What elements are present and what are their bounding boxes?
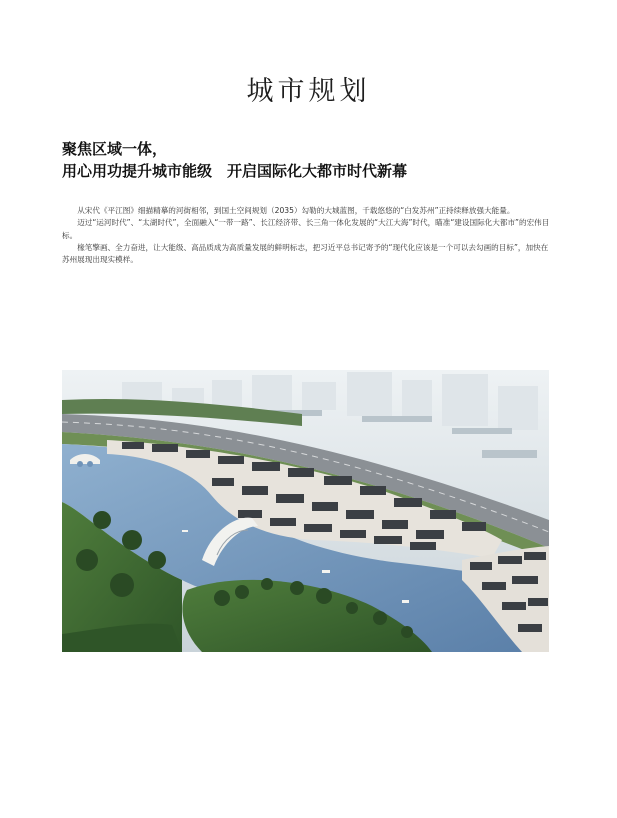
headline-line-1: 聚焦区域一体， <box>62 140 168 158</box>
headline <box>62 138 582 182</box>
headline-line-2: 用心用功提升城市能级 开启国际化大都市时代新幕 <box>62 162 408 180</box>
paragraph-2: 迈过“运河时代”、“太湖时代”，全面融入“一带一路”、长江经济带、长三角一体化发展的“大江大海”时代，瞄准“建设国际化大都市”的宏伟目标。 <box>62 218 550 240</box>
paragraph-1: 从宋代《平江图》细描精摹的河街相邻，到国土空间规划（2035）勾勒的大城蓝图，千载悠悠的“白发苏州”正持续释放强大能量。 <box>77 206 515 215</box>
aerial-town-photo <box>62 370 549 652</box>
aerial-town-illustration <box>62 370 549 652</box>
paragraph-3: 椽笔擎画、全力奋进，让大能级、高品质成为高质量发展的鲜明标志，把习近平总书记寄予的“现代化应该是一个可以去勾画的目标”，加快在苏州展现出现实模样。 <box>62 242 549 265</box>
body-text <box>62 205 550 266</box>
page-title: 城市规划 <box>246 76 371 107</box>
